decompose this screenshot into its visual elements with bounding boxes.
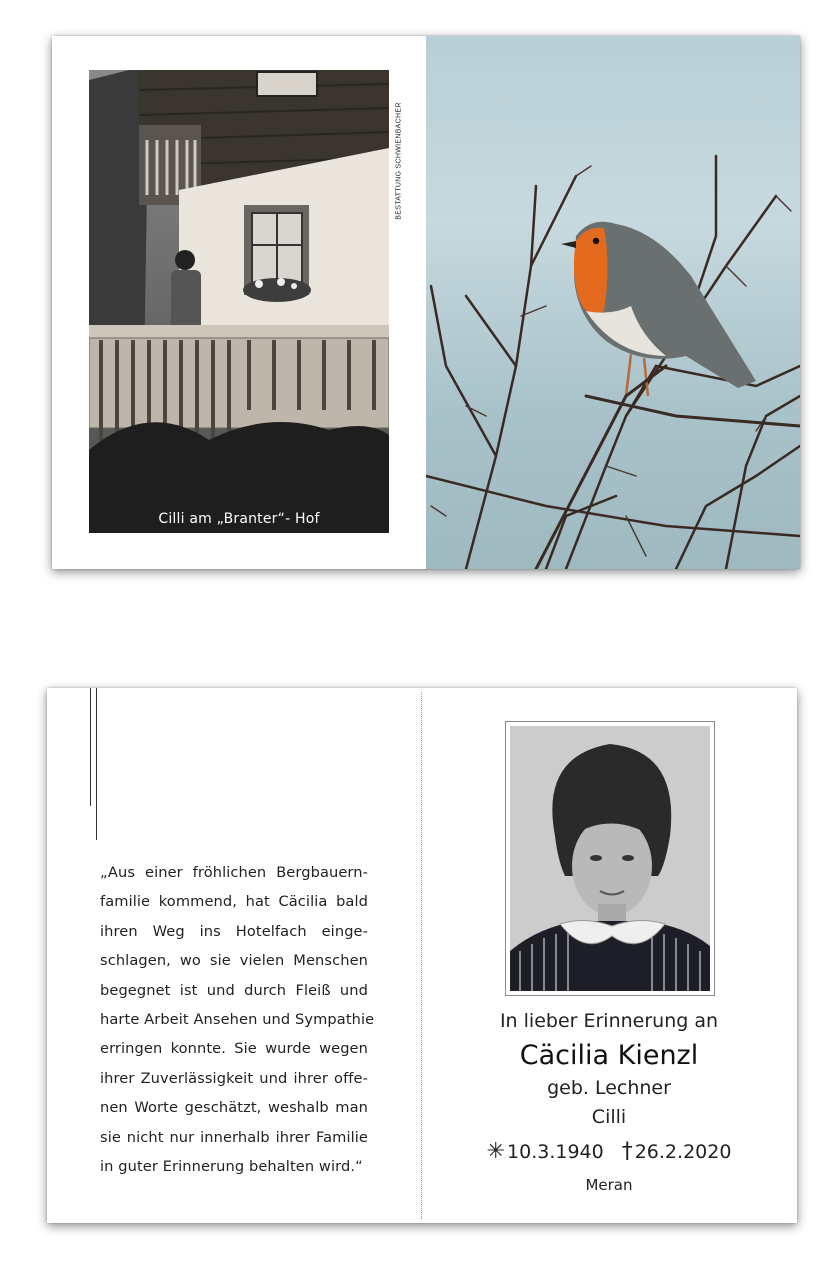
quote-line: erringen konnte. Sie wurde wegen [100,1040,368,1058]
nickname: Cilli [591,1106,627,1128]
robin-photo [426,36,800,569]
decorative-vertical-lines [90,688,100,840]
memorial-intro: In lieber Erinnerung an [499,1010,719,1032]
memorial-quote [100,858,375,1181]
death-date: 26.2.2020 [634,1141,732,1163]
portrait-frame [505,721,715,996]
quote-line: harte Arbeit Ansehen und Sympathie [100,1011,375,1029]
birth-star-icon: ✳ [486,1139,506,1164]
birth-date: 10.3.1940 [507,1141,604,1163]
quote-line: sie nicht nur innerhalb ihrer Familie [100,1128,368,1146]
quote-line: ihrer Zuverlässigkeit und ihrer offe- [100,1069,368,1087]
quote-line: in guter Erinnerung behalten wird.“ [100,1158,363,1176]
quote-line: schlagen, wo sie vielen Menschen [100,952,368,970]
card-inside [47,688,797,1223]
funeral-home-imprint: BESTATTUNG SCHWIENBACHER [395,102,403,220]
deceased-name: Cäcilia Kienzl [519,1040,699,1071]
card-outside-left-panel [52,36,426,569]
portrait-photo [510,726,710,991]
life-dates [421,1139,797,1164]
quote-line: ihren Weg ins Hotelfach einge- [100,922,368,940]
quote-line: nen Worte geschätzt, weshalb man [100,1099,368,1117]
farm-photo-caption: Cilli am „Branter“- Hof [158,511,320,527]
farm-house-photo [89,70,389,533]
place: Meran [585,1176,633,1194]
death-cross-icon: † [621,1139,633,1164]
quote-line: begegnet ist und durch Fleiß und [100,981,368,999]
quote-line: familie kommend, hat Cäcilia bald [100,893,368,911]
quote-line: „Aus einer fröhlichen Bergbauern- [100,864,368,881]
card-outside [52,36,800,569]
maiden-name: geb. Lechner [547,1077,671,1099]
